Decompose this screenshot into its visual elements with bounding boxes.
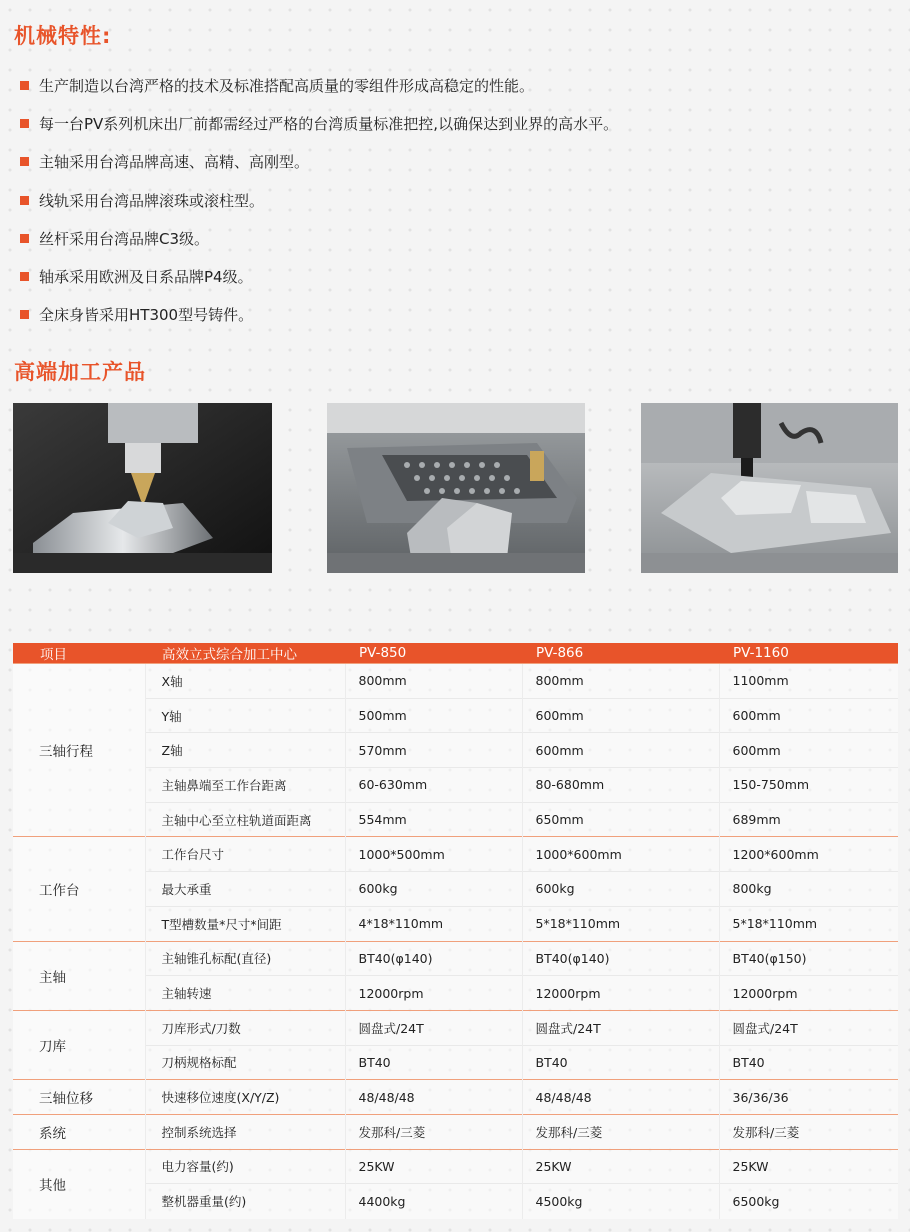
table-row — [13, 698, 898, 733]
table-row — [13, 1114, 898, 1149]
table-row — [13, 872, 898, 907]
square-bullet-icon — [20, 196, 29, 205]
param-name: 快速移位速度(X/Y/Z) — [145, 1080, 345, 1115]
value-pv850: BT40(φ140) — [345, 941, 522, 976]
param-name: 刀柄规格标配 — [145, 1045, 345, 1080]
value-pv850: 554mm — [345, 802, 522, 837]
value-pv850: BT40 — [345, 1045, 522, 1080]
value-pv866: 48/48/48 — [522, 1080, 719, 1115]
product-photo-spindle-milling — [13, 403, 272, 573]
value-pv1160: 1100mm — [719, 664, 898, 699]
param-name: 主轴锥孔标配(直径) — [145, 941, 345, 976]
value-pv850: 发那科/三菱 — [345, 1114, 522, 1149]
param-name: 最大承重 — [145, 872, 345, 907]
value-pv850: 600kg — [345, 872, 522, 907]
value-pv866: 4500kg — [522, 1184, 719, 1219]
table-row — [13, 976, 898, 1011]
value-pv1160: 25KW — [719, 1149, 898, 1184]
param-name: 整机器重量(约) — [145, 1184, 345, 1219]
feature-text: 生产制造以台湾严格的技术及标准搭配高质量的零组件形成高稳定的性能。 — [39, 76, 535, 95]
header-model-pv1160: PV-1160 — [719, 643, 898, 664]
table-row — [13, 1149, 898, 1184]
header-model-pv850: PV-850 — [345, 643, 522, 664]
value-pv850: 4400kg — [345, 1184, 522, 1219]
value-pv866: 600mm — [522, 698, 719, 733]
table-row — [13, 802, 898, 837]
value-pv850: 60-630mm — [345, 768, 522, 803]
value-pv1160: 发那科/三菱 — [719, 1114, 898, 1149]
value-pv850: 25KW — [345, 1149, 522, 1184]
value-pv1160: 5*18*110mm — [719, 906, 898, 941]
table-row — [13, 733, 898, 768]
square-bullet-icon — [20, 81, 29, 90]
value-pv866: BT40 — [522, 1045, 719, 1080]
param-name: X轴 — [145, 664, 345, 699]
group-label: 主轴 — [13, 941, 145, 1010]
param-name: 刀库形式/刀数 — [145, 1010, 345, 1045]
param-name: 主轴转速 — [145, 976, 345, 1011]
value-pv866: 25KW — [522, 1149, 719, 1184]
square-bullet-icon — [20, 119, 29, 128]
features-title: 机械特性: — [14, 24, 112, 48]
param-name: 主轴鼻端至工作台距离 — [145, 768, 345, 803]
feature-item — [20, 219, 900, 257]
value-pv1160: BT40 — [719, 1045, 898, 1080]
param-name: 工作台尺寸 — [145, 837, 345, 872]
spec-table — [13, 643, 898, 1219]
value-pv1160: 1200*600mm — [719, 837, 898, 872]
product-photo-pocket-milling — [641, 403, 898, 573]
feature-item — [20, 296, 900, 334]
product-photo-mold-plate — [327, 403, 585, 573]
param-name: 控制系统选择 — [145, 1114, 345, 1149]
products-title: 高端加工产品 — [14, 360, 146, 384]
value-pv866: 650mm — [522, 802, 719, 837]
group-label: 工作台 — [13, 837, 145, 941]
feature-item — [20, 181, 900, 219]
value-pv850: 570mm — [345, 733, 522, 768]
group-label: 其他 — [13, 1149, 145, 1218]
table-row — [13, 1045, 898, 1080]
feature-text: 每一台PV系列机床出厂前都需经过严格的台湾质量标准把控,以确保达到业界的高水平。 — [39, 114, 619, 133]
value-pv866: 80-680mm — [522, 768, 719, 803]
value-pv866: 1000*600mm — [522, 837, 719, 872]
value-pv1160: 12000rpm — [719, 976, 898, 1011]
value-pv1160: BT40(φ150) — [719, 941, 898, 976]
table-row — [13, 1184, 898, 1219]
feature-item — [20, 104, 900, 142]
value-pv850: 圆盘式/24T — [345, 1010, 522, 1045]
value-pv1160: 600mm — [719, 698, 898, 733]
param-name: Y轴 — [145, 698, 345, 733]
feature-item — [20, 143, 900, 181]
square-bullet-icon — [20, 234, 29, 243]
value-pv866: 圆盘式/24T — [522, 1010, 719, 1045]
header-model-pv866: PV-866 — [522, 643, 719, 664]
value-pv850: 48/48/48 — [345, 1080, 522, 1115]
table-row — [13, 768, 898, 803]
group-label: 系统 — [13, 1114, 145, 1149]
feature-item — [20, 257, 900, 295]
table-row — [13, 837, 898, 872]
square-bullet-icon — [20, 272, 29, 281]
value-pv866: 发那科/三菱 — [522, 1114, 719, 1149]
feature-text: 全床身皆采用HT300型号铸件。 — [39, 306, 254, 325]
value-pv866: 12000rpm — [522, 976, 719, 1011]
group-label: 刀库 — [13, 1010, 145, 1079]
value-pv1160: 6500kg — [719, 1184, 898, 1219]
value-pv1160: 36/36/36 — [719, 1080, 898, 1115]
header-item: 项目 — [13, 643, 145, 664]
feature-text: 主轴采用台湾品牌高速、高精、高刚型。 — [39, 153, 310, 172]
value-pv850: 800mm — [345, 664, 522, 699]
value-pv1160: 689mm — [719, 802, 898, 837]
param-name: 主轴中心至立柱轨道面距离 — [145, 802, 345, 837]
value-pv1160: 圆盘式/24T — [719, 1010, 898, 1045]
param-name: Z轴 — [145, 733, 345, 768]
table-row — [13, 906, 898, 941]
value-pv866: 5*18*110mm — [522, 906, 719, 941]
feature-item — [20, 66, 900, 104]
value-pv850: 4*18*110mm — [345, 906, 522, 941]
group-label: 三轴行程 — [13, 664, 145, 837]
table-row — [13, 1080, 898, 1115]
table-row — [13, 941, 898, 976]
value-pv850: 12000rpm — [345, 976, 522, 1011]
value-pv1160: 150-750mm — [719, 768, 898, 803]
spec-table-header — [13, 643, 898, 664]
square-bullet-icon — [20, 310, 29, 319]
feature-text: 丝杆采用台湾品牌C3级。 — [39, 229, 210, 248]
group-label: 三轴位移 — [13, 1080, 145, 1115]
features-list — [20, 66, 900, 334]
header-series: 高效立式综合加工中心 — [145, 643, 345, 664]
table-row — [13, 1010, 898, 1045]
param-name: 电力容量(约) — [145, 1149, 345, 1184]
feature-text: 线轨采用台湾品牌滚珠或滚柱型。 — [39, 191, 265, 210]
feature-text: 轴承采用欧洲及日系品牌P4级。 — [39, 268, 253, 287]
table-row — [13, 664, 898, 699]
value-pv866: 600kg — [522, 872, 719, 907]
value-pv866: 800mm — [522, 664, 719, 699]
value-pv850: 1000*500mm — [345, 837, 522, 872]
value-pv1160: 800kg — [719, 872, 898, 907]
param-name: T型槽数量*尺寸*间距 — [145, 906, 345, 941]
value-pv850: 500mm — [345, 698, 522, 733]
value-pv866: BT40(φ140) — [522, 941, 719, 976]
value-pv1160: 600mm — [719, 733, 898, 768]
value-pv866: 600mm — [522, 733, 719, 768]
square-bullet-icon — [20, 157, 29, 166]
